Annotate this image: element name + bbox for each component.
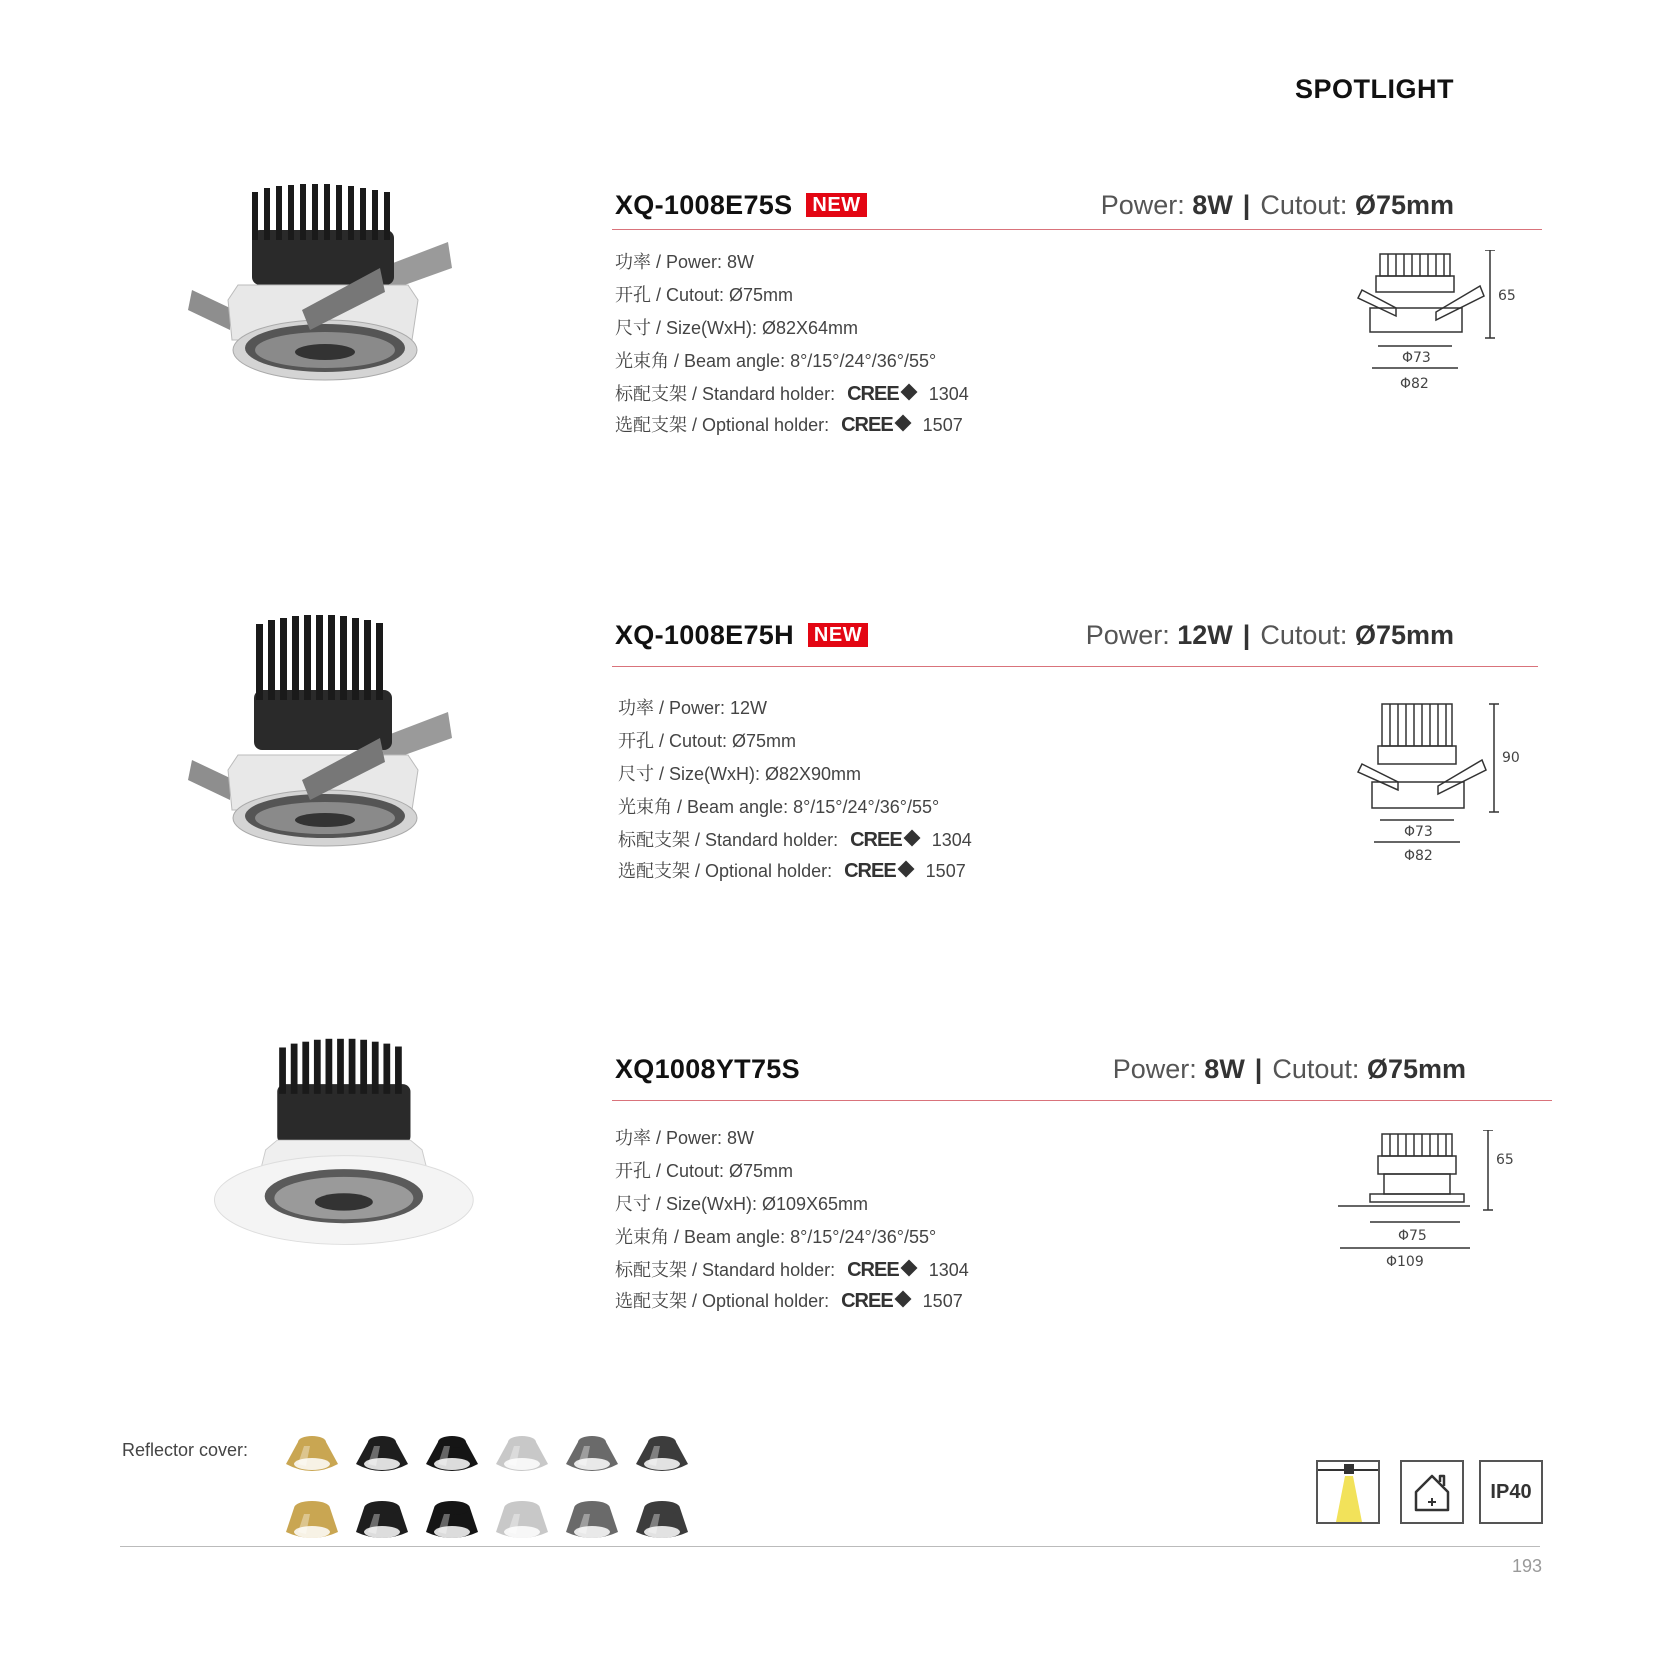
spec-power: 功率 / Power: 8W xyxy=(615,1128,755,1148)
divider xyxy=(612,666,1538,667)
divider xyxy=(612,229,1542,230)
cutout-value: Ø75mm xyxy=(1366,1054,1466,1084)
model-code: XQ-1008E75H xyxy=(615,620,794,650)
model-number xyxy=(615,190,867,221)
spec-list xyxy=(618,692,972,886)
model-number xyxy=(615,620,868,651)
outer-dim: Φ109 xyxy=(1386,1254,1424,1270)
spec-cutout: 开孔 / Cutout: Ø75mm xyxy=(615,285,794,305)
new-badge: NEW xyxy=(808,623,868,647)
cutout-value: Ø75mm xyxy=(1354,620,1454,650)
height-dim: 65 xyxy=(1496,1152,1514,1168)
spec-power: 功率 / Power: 12W xyxy=(618,698,768,718)
spec-size: 尺寸 / Size(WxH): Ø82X90mm xyxy=(618,764,862,784)
section-title: SPOTLIGHT xyxy=(1295,74,1454,104)
page-number: 193 xyxy=(1511,1556,1542,1576)
cree-logo: CREE xyxy=(841,1290,893,1312)
cutout-label: Cutout: xyxy=(1272,1054,1360,1084)
spec-size: 尺寸 / Size(WxH): Ø109X65mm xyxy=(615,1194,869,1214)
reflector-swatch xyxy=(354,1428,410,1478)
spec-cutout: 开孔 / Cutout: Ø75mm xyxy=(618,731,797,751)
reflector-swatch xyxy=(284,1496,340,1546)
dimension-drawing xyxy=(1330,1130,1540,1300)
divider xyxy=(612,1100,1552,1101)
spec-standard-holder: 标配支架 / Standard holder: CREE 1304 xyxy=(615,378,969,409)
height-dim: 65 xyxy=(1498,288,1516,304)
dimension-drawing xyxy=(1340,250,1540,410)
spec-power: 功率 / Power: 8W xyxy=(615,252,755,272)
dimension-drawing xyxy=(1350,700,1550,870)
spec-beam: 光束角 / Beam angle: 8°/15°/24°/36°/55° xyxy=(615,1227,937,1247)
product-photo xyxy=(200,1030,480,1260)
inner-dim: Φ73 xyxy=(1402,350,1431,366)
model-code: XQ1008YT75S xyxy=(615,1054,800,1084)
indoor-house-icon xyxy=(1400,1460,1464,1524)
reflector-cover-label: Reflector cover: xyxy=(122,1440,249,1460)
power-cutout-summary: Power: 12W | Cutout: Ø75mm xyxy=(1085,620,1454,650)
power-cutout-summary: Power: 8W | Cutout: Ø75mm xyxy=(1112,1054,1466,1084)
reflector-swatch xyxy=(564,1496,620,1546)
ip-rating-badge: IP40 xyxy=(1479,1460,1543,1524)
power-value: 12W xyxy=(1177,620,1233,650)
spec-optional-holder: 选配支架 / Optional holder: CREE 1507 xyxy=(615,1285,969,1316)
power-label: Power: xyxy=(1085,620,1170,650)
cree-logo: CREE xyxy=(841,414,893,436)
footer-divider xyxy=(120,1546,1540,1547)
power-value: 8W xyxy=(1192,190,1233,220)
spec-beam: 光束角 / Beam angle: 8°/15°/24°/36°/55° xyxy=(615,351,937,371)
model-code: XQ-1008E75S xyxy=(615,190,793,220)
inner-dim: Φ75 xyxy=(1398,1228,1427,1244)
product-card xyxy=(0,1030,1654,1360)
product-card xyxy=(0,180,1654,510)
inner-dim: Φ73 xyxy=(1404,824,1433,840)
cutout-label: Cutout: xyxy=(1260,620,1348,650)
spec-standard-holder: 标配支架 / Standard holder: CREE 1304 xyxy=(618,824,972,855)
outer-dim: Φ82 xyxy=(1400,376,1429,392)
reflector-swatch xyxy=(424,1496,480,1546)
spec-beam: 光束角 / Beam angle: 8°/15°/24°/36°/55° xyxy=(618,797,940,817)
spec-optional-holder: 选配支架 / Optional holder: CREE 1507 xyxy=(618,855,972,886)
power-value: 8W xyxy=(1204,1054,1245,1084)
power-cutout-summary: Power: 8W | Cutout: Ø75mm xyxy=(1100,190,1454,220)
cree-logo: CREE xyxy=(847,383,899,405)
reflector-swatch xyxy=(354,1496,410,1546)
new-badge: NEW xyxy=(806,193,866,217)
reflector-swatch xyxy=(494,1428,550,1478)
reflector-swatch xyxy=(424,1428,480,1478)
recessed-downlight-icon xyxy=(1316,1460,1380,1524)
spec-standard-holder: 标配支架 / Standard holder: CREE 1304 xyxy=(615,1254,969,1285)
spec-list xyxy=(615,246,969,440)
height-dim: 90 xyxy=(1502,750,1520,766)
cutout-label: Cutout: xyxy=(1260,190,1348,220)
power-label: Power: xyxy=(1112,1054,1197,1084)
cree-logo: CREE xyxy=(847,1259,899,1281)
product-photo xyxy=(180,600,470,850)
power-label: Power: xyxy=(1100,190,1185,220)
reflector-swatch xyxy=(564,1428,620,1478)
cutout-value: Ø75mm xyxy=(1354,190,1454,220)
spec-list xyxy=(615,1122,969,1316)
reflector-swatch xyxy=(634,1496,690,1546)
cree-logo: CREE xyxy=(850,829,902,851)
reflector-swatch xyxy=(284,1428,340,1478)
spec-size: 尺寸 / Size(WxH): Ø82X64mm xyxy=(615,318,859,338)
model-number xyxy=(615,1054,800,1085)
outer-dim: Φ82 xyxy=(1404,848,1433,864)
reflector-swatch xyxy=(494,1496,550,1546)
spec-cutout: 开孔 / Cutout: Ø75mm xyxy=(615,1161,794,1181)
product-photo xyxy=(180,180,470,390)
cree-logo: CREE xyxy=(844,860,896,882)
reflector-swatch xyxy=(634,1428,690,1478)
product-card xyxy=(0,600,1654,930)
spec-optional-holder: 选配支架 / Optional holder: CREE 1507 xyxy=(615,409,969,440)
